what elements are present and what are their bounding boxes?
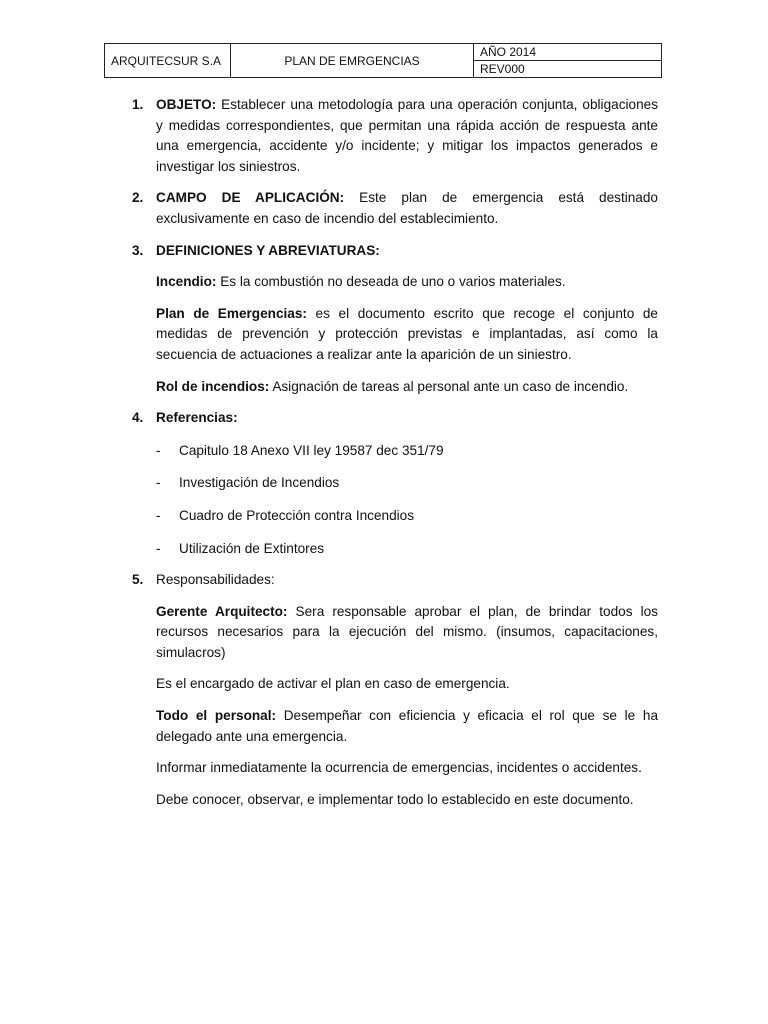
list-item (156, 473, 658, 494)
definition-text: Asignación de tareas al personal ante un caso de incendio. (269, 378, 629, 394)
definition-term: Rol de incendios: (156, 378, 270, 394)
document-revision: REV000 (474, 61, 662, 78)
list-dash: - (156, 540, 161, 556)
section-text: Este plan de emergencia está destinado exclusivamente en caso de incendio del establecimiento. (156, 190, 658, 226)
responsibility-gerente (156, 602, 658, 664)
document-header-table (104, 43, 662, 78)
definition-term: Incendio: (156, 274, 217, 290)
list-item-text: Investigación de Incendios (179, 475, 340, 491)
company-name: ARQUITECSUR S.A (105, 44, 231, 78)
responsibility-conocer: Debe conocer, observar, e implementar todo lo establecido en este documento. (156, 791, 634, 807)
responsibility-informar: Informar inmediatamente la ocurrencia de emergencias, incidentes o accidentes. (156, 760, 642, 776)
responsibility-term: Todo el personal: (156, 708, 277, 724)
section-heading: Referencias: (156, 410, 238, 426)
section-heading: OBJETO: (156, 97, 217, 112)
list-item-text: Capitulo 18 Anexo VII ley 19587 dec 351/79 (179, 442, 444, 458)
responsibility-text: Desempeñar con eficiencia y eficacia el rol que se le ha delegado ante una emergencia. (156, 708, 658, 744)
list-item-text: Cuadro de Protección contra Incendios (179, 507, 415, 523)
responsibility-personal (156, 706, 658, 747)
section-number: 3. (132, 242, 144, 258)
definition-rol-incendios (156, 377, 658, 398)
list-item (156, 539, 658, 560)
section-heading: DEFINICIONES Y ABREVIATURAS: (156, 242, 380, 258)
list-item (156, 506, 658, 527)
responsibility-encargado: Es el encargado de activar el plan en caso de emergencia. (156, 676, 510, 692)
definition-text: Es la combustión no deseada de uno o varios materiales. (216, 274, 566, 290)
section-number: 5. (132, 572, 144, 588)
section-number: 4. (132, 410, 144, 426)
definition-incendio (156, 272, 658, 293)
responsibility-term: Gerente Arquitecto: (156, 603, 288, 619)
section-number: 2. (132, 190, 144, 206)
section-text: Establecer una metodología para una operación conjunta, obligaciones y medidas correspondientes, que permitan una rápida acción de respuesta ante una emergencia, accidente y/o incidente; y mitigar los impactos generados e investigar los siniestros. (156, 97, 658, 174)
section-definiciones (132, 241, 658, 398)
section-heading: Responsabilidades: (156, 572, 275, 588)
responsibility-text: Sera responsable aprobar el plan, de brindar todos los recursos necesarios para la ejecución del mismo. (insumos, capacitaciones, simulacros) (156, 603, 658, 660)
definition-text: es el documento escrito que recoge el conjunto de medidas de prevención y protección previstas e implantadas, así como la secuencia de actuaciones a realizar ante la aparición de un siniestro. (156, 305, 658, 362)
section-number: 1. (132, 97, 144, 112)
list-item-text: Utilización de Extintores (179, 540, 325, 556)
list-dash: - (156, 475, 161, 491)
definition-plan-emergencias (156, 304, 658, 366)
list-dash: - (156, 507, 161, 523)
section-referencias (132, 408, 658, 559)
document-body (132, 95, 658, 821)
definition-term: Plan de Emergencias: (156, 305, 307, 321)
section-campo-aplicacion (132, 188, 658, 229)
document-year: AÑO 2014 (474, 44, 662, 61)
document-title: PLAN DE EMRGENCIAS (231, 44, 474, 78)
section-objeto (132, 95, 658, 177)
list-item (156, 441, 658, 462)
section-responsabilidades (132, 570, 658, 810)
list-dash: - (156, 442, 161, 458)
section-heading: CAMPO DE APLICACIÓN: (156, 190, 345, 206)
